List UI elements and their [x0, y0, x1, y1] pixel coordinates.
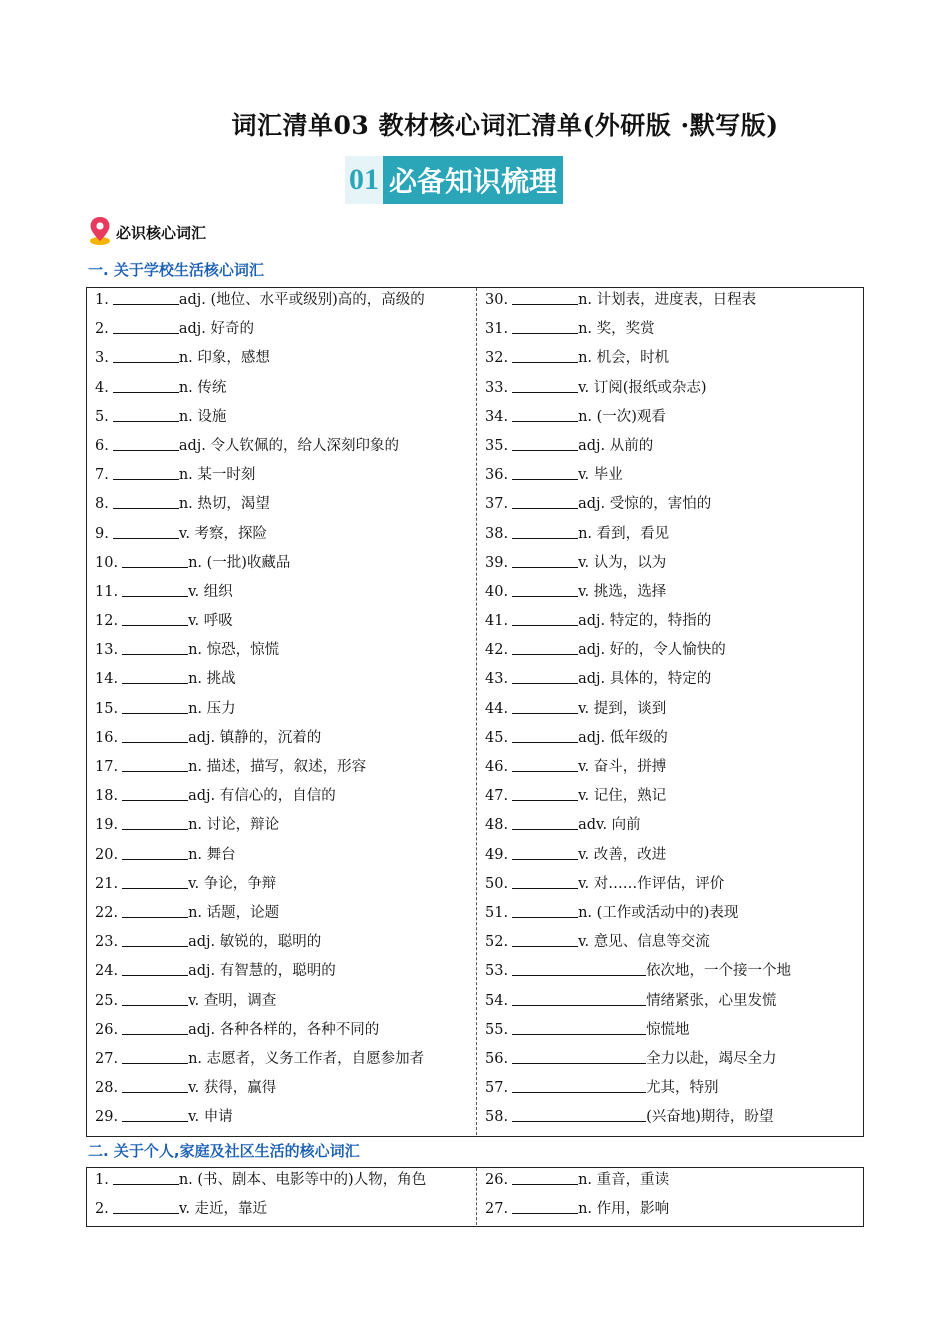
answer-blank[interactable] [113, 348, 179, 363]
vocab-row [87, 959, 476, 988]
answer-blank[interactable] [122, 582, 188, 597]
answer-blank[interactable] [113, 319, 179, 334]
vocab-row [87, 1168, 476, 1197]
answer-blank[interactable] [512, 903, 578, 918]
item-definition: n. (一次)观看 [578, 408, 666, 425]
answer-blank[interactable] [512, 669, 578, 684]
item-number: 7. [95, 467, 109, 484]
item-definition: adj. 有信心的，自信的 [188, 788, 336, 805]
answer-blank[interactable] [122, 903, 188, 918]
item-number: 49. [485, 846, 509, 863]
page-title: 词汇清单03 教材核心词汇清单(外研版 ·默写版) [231, 111, 779, 140]
answer-blank[interactable] [122, 1049, 188, 1064]
item-definition: n. 志愿者，义务工作者，自愿参加者 [188, 1050, 425, 1067]
answer-blank[interactable] [512, 494, 578, 509]
answer-blank[interactable] [512, 290, 578, 305]
item-number: 1. [95, 1172, 109, 1188]
item-definition: adj. 从前的 [578, 437, 654, 454]
item-number: 26. [95, 1021, 119, 1038]
answer-blank[interactable] [122, 640, 188, 655]
answer-blank[interactable] [512, 465, 578, 480]
vocab-row [477, 609, 866, 638]
vocab-row [87, 346, 476, 375]
vocab-row [477, 726, 866, 755]
item-definition: v. 奋斗，拼搏 [578, 759, 667, 775]
answer-blank[interactable] [113, 407, 179, 422]
item-number: 55. [485, 1021, 509, 1038]
item-number: 29. [95, 1109, 119, 1126]
vocab-row [87, 667, 476, 696]
vocab-row [87, 1076, 476, 1105]
answer-blank[interactable] [512, 1107, 646, 1122]
item-number: 14. [95, 671, 119, 688]
item-definition: n. 压力 [188, 700, 236, 717]
subheading-label: 必识核心词汇 [116, 223, 207, 242]
item-definition: n. (一批)收藏品 [188, 554, 291, 571]
answer-blank[interactable] [512, 611, 578, 626]
item-number: 2. [95, 321, 109, 338]
item-definition: v. 申请 [188, 1109, 233, 1126]
item-number: 53. [485, 963, 509, 980]
vocab-row [87, 1197, 476, 1226]
answer-blank[interactable] [512, 553, 578, 568]
item-number: 54. [485, 992, 509, 1009]
vocab-row [87, 726, 476, 755]
item-number: 51. [485, 904, 509, 921]
item-number: 33. [485, 379, 509, 396]
item-number: 10. [95, 554, 119, 571]
item-number: 31. [485, 321, 509, 338]
answer-blank[interactable] [512, 582, 578, 597]
item-number: 24. [95, 963, 119, 980]
item-definition: v. 争论，争辩 [188, 875, 277, 892]
item-definition: n. (工作或活动中的)表现 [578, 904, 739, 921]
item-number: 2. [95, 1201, 109, 1218]
answer-blank[interactable] [512, 1020, 646, 1035]
answer-blank[interactable] [113, 494, 179, 509]
item-definition: adj. 各种各样的，各种不同的 [188, 1021, 380, 1038]
vocab-column-right [476, 1168, 866, 1225]
answer-blank[interactable] [122, 611, 188, 626]
item-definition: adj. 有智慧的，聪明的 [188, 963, 336, 980]
answer-blank[interactable] [113, 465, 179, 480]
item-number: 9. [95, 525, 109, 542]
answer-blank[interactable] [122, 1020, 188, 1035]
vocab-row [477, 813, 866, 842]
answer-blank[interactable] [122, 932, 188, 947]
vocab-row [87, 434, 476, 463]
vocab-row [477, 1168, 866, 1197]
banner-text: 必备知识梳理 [383, 156, 563, 204]
vocab-row [477, 755, 866, 784]
item-definition: adj. 具体的，特定的 [578, 671, 712, 688]
item-number: 13. [95, 642, 119, 659]
item-number: 42. [485, 642, 509, 659]
item-definition: adj. 镇静的，沉着的 [188, 729, 322, 746]
answer-blank[interactable] [113, 1170, 179, 1185]
vocab-row [87, 901, 476, 930]
item-number: 40. [485, 583, 509, 600]
item-definition: v. 记住，熟记 [578, 788, 667, 805]
item-definition: n. 惊恐，惊慌 [188, 642, 280, 659]
vocab-row [477, 580, 866, 609]
item-number: 56. [485, 1050, 509, 1067]
answer-blank[interactable] [512, 1049, 646, 1064]
item-definition: adj. 低年级的 [578, 729, 668, 746]
item-number: 57. [485, 1080, 509, 1097]
item-number: 30. [485, 292, 509, 308]
answer-blank[interactable] [113, 524, 179, 539]
vocab-row [87, 609, 476, 638]
item-definition: v. 考察，探险 [178, 525, 268, 542]
item-number: 32. [485, 350, 509, 367]
item-definition: v. 挑选，选择 [578, 583, 667, 600]
item-definition: adv. 向前 [578, 817, 641, 834]
subheading [88, 216, 206, 246]
item-number: 15. [95, 700, 119, 717]
item-number: 5. [95, 408, 109, 425]
vocab-row [477, 872, 866, 901]
item-definition: v. 提到，谈到 [578, 700, 667, 717]
item-definition: n. 传统 [178, 379, 227, 396]
item-definition: v. 毕业 [578, 467, 623, 484]
item-number: 1. [95, 292, 109, 308]
vocab-row [87, 697, 476, 726]
vocab-row [477, 1197, 866, 1226]
vocab-row [477, 697, 866, 726]
vocab-row [87, 813, 476, 842]
answer-blank[interactable] [122, 786, 188, 801]
item-number: 21. [95, 875, 119, 892]
item-number: 3. [95, 350, 109, 367]
item-definition: n. 作用，影响 [578, 1201, 670, 1218]
item-number: 44. [485, 700, 509, 717]
vocab-row [87, 784, 476, 813]
item-definition: n. 讨论，辩论 [188, 817, 280, 834]
vocab-row [477, 492, 866, 521]
vocab-column-left [87, 1168, 476, 1226]
answer-blank[interactable] [512, 378, 578, 393]
vocab-row [477, 1105, 866, 1134]
item-number: 17. [95, 759, 119, 775]
answer-blank[interactable] [122, 961, 188, 976]
item-number: 58. [485, 1109, 509, 1126]
vocab-row [477, 346, 866, 375]
vocab-row [477, 376, 866, 405]
vocab-row [477, 989, 866, 1018]
item-definition: v. 获得，赢得 [188, 1080, 277, 1097]
answer-blank[interactable] [113, 436, 179, 451]
item-number: 12. [95, 613, 119, 630]
answer-blank[interactable] [512, 1170, 578, 1185]
answer-blank[interactable] [122, 845, 188, 860]
answer-blank[interactable] [122, 1107, 188, 1122]
vocab-row [477, 522, 866, 551]
item-definition: 惊慌地 [646, 1021, 690, 1038]
item-definition: 依次地，一个接一个地 [646, 963, 792, 980]
item-definition: v. 走近，靠近 [178, 1201, 268, 1218]
answer-blank[interactable] [512, 845, 578, 860]
vocab-row [477, 784, 866, 813]
item-definition: n. 设施 [178, 408, 227, 425]
vocab-row [477, 930, 866, 959]
item-number: 4. [95, 379, 109, 396]
item-number: 22. [95, 904, 119, 921]
vocab-row [87, 376, 476, 405]
section-banner [345, 156, 563, 204]
item-number: 41. [485, 613, 509, 630]
answer-blank[interactable] [113, 1199, 179, 1214]
item-number: 23. [95, 934, 119, 951]
item-number: 45. [485, 729, 509, 746]
item-definition: n. (书、剧本、电影等中的)人物，角色 [178, 1172, 427, 1188]
item-number: 11. [95, 583, 119, 600]
location-pin-icon [88, 216, 112, 246]
vocab-row [477, 1018, 866, 1047]
vocab-row [477, 901, 866, 930]
vocab-row [87, 492, 476, 521]
vocab-row [87, 872, 476, 901]
banner-number: 01 [345, 156, 383, 204]
item-definition: n. 挑战 [188, 671, 236, 688]
answer-blank[interactable] [122, 757, 188, 772]
vocab-row [87, 1018, 476, 1047]
vocab-row [87, 317, 476, 346]
item-number: 27. [95, 1050, 119, 1067]
vocab-row [477, 667, 866, 696]
answer-blank[interactable] [512, 407, 578, 422]
answer-blank[interactable] [113, 290, 179, 305]
item-definition: adj. 受惊的，害怕的 [578, 496, 712, 513]
vocab-row [87, 1047, 476, 1076]
vocab-row [87, 843, 476, 872]
vocab-row [87, 522, 476, 551]
vocab-row [477, 843, 866, 872]
answer-blank[interactable] [512, 961, 646, 976]
vocab-row [477, 959, 866, 988]
item-definition: n. 话题，论题 [188, 904, 280, 921]
item-number: 43. [485, 671, 509, 688]
item-number: 47. [485, 788, 509, 805]
item-number: 50. [485, 875, 509, 892]
item-number: 8. [95, 496, 109, 513]
item-number: 38. [485, 525, 509, 542]
vocab-row [477, 317, 866, 346]
answer-blank[interactable] [122, 669, 188, 684]
item-number: 34. [485, 408, 509, 425]
item-number: 18. [95, 788, 119, 805]
item-number: 35. [485, 437, 509, 454]
item-definition: adj. 特定的，特指的 [578, 613, 712, 630]
vocab-row [87, 989, 476, 1018]
vocab-row [87, 463, 476, 492]
item-number: 37. [485, 496, 509, 513]
item-definition: adj. 好奇的 [178, 321, 254, 338]
vocab-row [87, 288, 476, 317]
vocab-row [87, 1105, 476, 1134]
item-definition: adj. 敏锐的，聪明的 [188, 934, 322, 951]
vocab-row [87, 580, 476, 609]
answer-blank[interactable] [512, 932, 578, 947]
item-definition: v. 意见、信息等交流 [578, 934, 710, 951]
answer-blank[interactable] [122, 553, 188, 568]
item-definition: 全力以赴，竭尽全力 [646, 1050, 777, 1067]
vocab-row [477, 288, 866, 317]
item-definition: (兴奋地)期待，盼望 [646, 1109, 774, 1126]
item-number: 19. [95, 817, 119, 834]
answer-blank[interactable] [512, 757, 578, 772]
item-number: 27. [485, 1201, 509, 1218]
vocab-column-right [476, 288, 866, 1135]
answer-blank[interactable] [512, 728, 578, 743]
item-number: 48. [485, 817, 509, 834]
item-number: 28. [95, 1080, 119, 1097]
item-definition: adj. 好的，令人愉快的 [578, 642, 726, 659]
item-number: 52. [485, 934, 509, 951]
item-definition: v. 改善，改进 [578, 846, 667, 863]
vocab-row [477, 463, 866, 492]
vocab-column-left [87, 288, 476, 1134]
item-definition: v. 查明，调查 [188, 992, 277, 1009]
item-number: 46. [485, 759, 509, 775]
answer-blank[interactable] [512, 874, 578, 889]
vocab-table-2 [86, 1167, 864, 1227]
vocab-row [477, 1076, 866, 1105]
item-definition: n. 计划表，进度表，日程表 [578, 292, 757, 308]
answer-blank[interactable] [512, 1078, 646, 1093]
answer-blank[interactable] [122, 815, 188, 830]
answer-blank[interactable] [512, 786, 578, 801]
item-definition: v. 认为，以为 [578, 554, 667, 571]
vocab-row [87, 551, 476, 580]
item-definition: adj. (地位、水平或级别)高的，高级的 [178, 292, 425, 308]
item-number: 20. [95, 846, 119, 863]
item-definition: v. 对……作评估，评价 [578, 875, 725, 892]
vocab-row [477, 405, 866, 434]
answer-blank[interactable] [512, 1199, 578, 1214]
answer-blank[interactable] [122, 991, 188, 1006]
item-definition: v. 呼吸 [188, 613, 233, 630]
answer-blank[interactable] [512, 319, 578, 334]
item-number: 25. [95, 992, 119, 1009]
item-number: 26. [485, 1172, 509, 1188]
item-number: 16. [95, 729, 119, 746]
answer-blank[interactable] [122, 1078, 188, 1093]
vocab-row [87, 755, 476, 784]
item-definition: 情绪紧张，心里发慌 [646, 992, 777, 1009]
item-definition: n. 某一时刻 [178, 467, 256, 484]
item-definition: n. 舞台 [188, 846, 236, 863]
answer-blank[interactable] [512, 348, 578, 363]
item-number: 6. [95, 437, 109, 454]
item-number: 39. [485, 554, 509, 571]
vocab-row [477, 434, 866, 463]
answer-blank[interactable] [512, 524, 578, 539]
vocab-table-1 [86, 287, 864, 1137]
answer-blank[interactable] [512, 991, 646, 1006]
item-definition: n. 描述，描写，叙述，形容 [188, 759, 367, 775]
item-definition: n. 看到，看见 [578, 525, 670, 542]
answer-blank[interactable] [512, 436, 578, 451]
item-definition: n. 重音，重读 [578, 1172, 670, 1188]
item-definition: n. 机会，时机 [578, 350, 670, 367]
answer-blank[interactable] [122, 699, 188, 714]
item-definition: v. 订阅(报纸或杂志) [578, 379, 707, 396]
item-definition: n. 印象，感想 [178, 350, 270, 367]
item-definition: adj. 令人钦佩的，给人深刻印象的 [178, 437, 399, 454]
section1-heading: 一. 关于学校生活核心词汇 [88, 261, 264, 279]
vocab-row [477, 551, 866, 580]
answer-blank[interactable] [512, 640, 578, 655]
vocab-row [87, 638, 476, 667]
vocab-row [477, 638, 866, 667]
item-definition: n. 奖，奖赏 [578, 321, 655, 338]
vocab-row [477, 1047, 866, 1076]
item-definition: 尤其，特别 [646, 1080, 719, 1097]
item-definition: n. 热切，渴望 [178, 496, 270, 513]
section2-heading: 二. 关于个人,家庭及社区生活的核心词汇 [88, 1142, 360, 1160]
vocab-row [87, 930, 476, 959]
answer-blank[interactable] [512, 699, 578, 714]
answer-blank[interactable] [122, 874, 188, 889]
item-definition: v. 组织 [188, 583, 233, 600]
answer-blank[interactable] [512, 815, 578, 830]
item-number: 36. [485, 467, 509, 484]
answer-blank[interactable] [122, 728, 188, 743]
vocab-row [87, 405, 476, 434]
answer-blank[interactable] [113, 378, 179, 393]
